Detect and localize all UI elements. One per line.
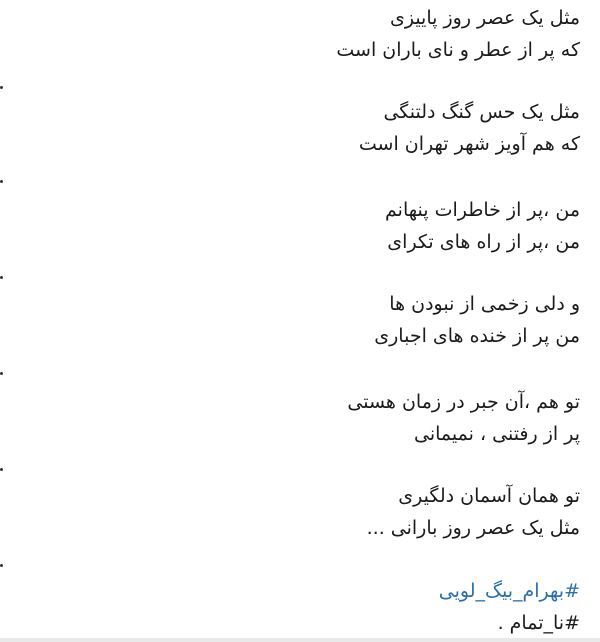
hashtag-text: #نا_تمام .	[497, 612, 580, 634]
poem-line: من ،پر از راه های تکرای	[387, 231, 580, 253]
poem-line: که پر از عطر و نای باران است	[336, 39, 580, 61]
bottom-divider	[0, 638, 600, 642]
stanza-2	[20, 96, 580, 160]
poem-line: مثل یک عصر روز پاییزی	[389, 7, 580, 29]
poem-line: پر از رفتنی ، نمیمانی	[414, 423, 580, 445]
stanza-separator-dot	[0, 86, 3, 89]
poem-line: مثل یک حس گنگ دلتنگی	[383, 101, 580, 123]
poem-line: که هم آویز شهر تهران است	[358, 133, 580, 155]
poem-line: مثل یک عصر روز بارانی ...	[366, 517, 580, 539]
poem-line: و دلی زخمی از نبودن ها	[389, 293, 580, 315]
stanza-4	[20, 288, 580, 352]
stanza-1	[20, 2, 580, 66]
poem-line: من پر از خنده های اجباری	[374, 325, 580, 347]
stanza-separator-dot	[0, 372, 3, 375]
poem-line: تو همان آسمان دلگیری	[398, 485, 580, 507]
poem-line: تو هم ،آن جبر در زمان هستی	[347, 391, 580, 413]
poem-line: من ،پر از خاطرات پنهانم	[385, 199, 580, 221]
hashtag-link[interactable]	[20, 575, 580, 607]
hashtag-list	[20, 575, 580, 639]
hashtag-link[interactable]	[20, 607, 580, 639]
stanza-5	[20, 386, 580, 450]
hashtag-text: #بهرام_بیگ_لویی	[438, 580, 580, 602]
stanza-3	[20, 194, 580, 258]
stanza-separator-dot	[0, 276, 3, 279]
stanza-separator-dot	[0, 180, 3, 183]
stanza-separator-dot	[0, 564, 3, 567]
stanza-6	[20, 480, 580, 544]
stanza-separator-dot	[0, 468, 3, 471]
